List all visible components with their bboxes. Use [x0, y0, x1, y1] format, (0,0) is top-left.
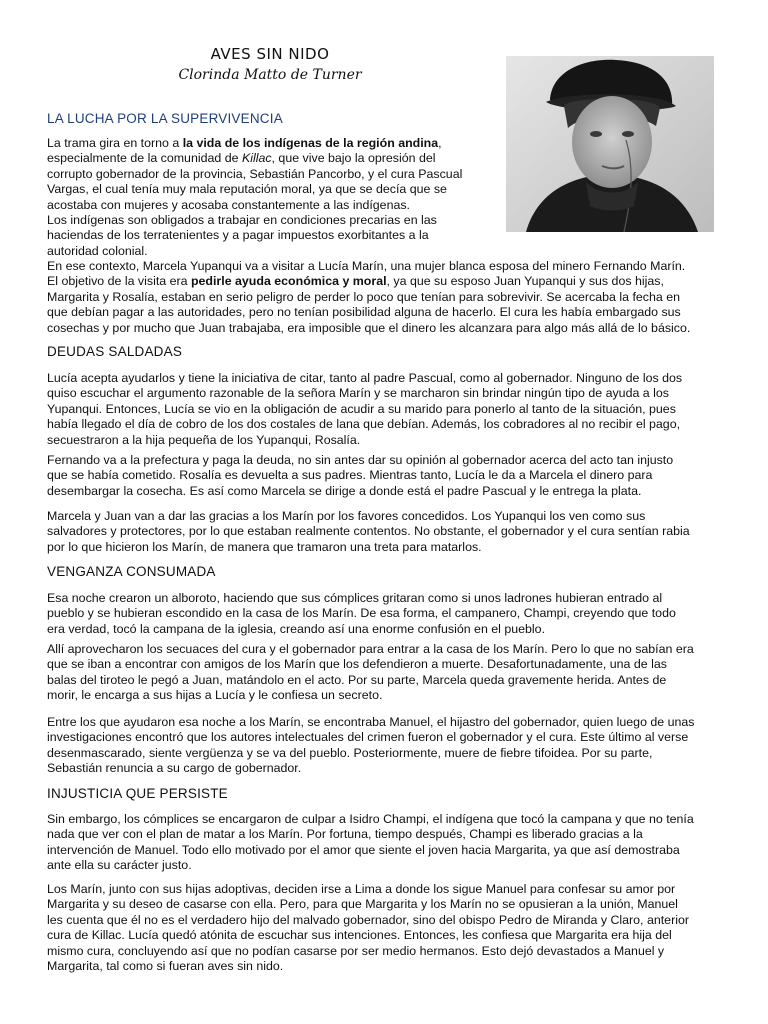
text-line: secuestraron a la hija pequeña de los Yupanqui, Rosalía. — [47, 432, 361, 447]
paragraph — [47, 642, 719, 704]
paragraph — [47, 812, 719, 874]
text-line: había llegado el día de cobro de los dos costales de lana que debían. Además, los cobradores al no recibir el pago, — [47, 417, 681, 432]
section-heading-deudas: DEUDAS SALDADAS — [47, 344, 183, 359]
text-line: Los Marín, junto con sus hijas adoptivas, deciden irse a Lima a donde los sigue Manuel para confesar su amor por — [47, 882, 676, 896]
text-line: corrupto gobernador de la provincia, Sebastián Pancorbo, y el cura Pascual — [47, 166, 463, 181]
text-line: Margarita y Rosalía, estaban en serio peligro de perder lo poco que tenían para sobrevivir. Se acercaba la fecha en — [47, 289, 680, 304]
text-line: morir, le encarga a sus hijas a Lucía y le confiesa un secreto. — [47, 688, 383, 703]
text-run: , que vive bajo la opresión del — [271, 151, 436, 166]
text-line: Allí aprovecharon los secuaces del cura y el gobernador para entrar a la casa de los Marín. Pero lo que no sabían era — [47, 642, 694, 656]
text-line: que debían pagar a las autoridades, pero no tenían posibilidad alguna de hacerlo. El cura les había embargado sus — [47, 305, 681, 320]
bold-text: la vida de los indígenas de la región andina — [182, 136, 439, 150]
text-line: Esa noche crearon un alboroto, haciendo que sus cómplices gritaran como si unos ladrones hubieran entrado al — [47, 591, 663, 605]
text-line: Lucía acepta ayudarlos y tiene la iniciativa de citar, tanto al padre Pascual, como al gobernador. Ninguno de los dos — [47, 371, 683, 385]
paragraph — [47, 591, 719, 637]
paragraph-context — [47, 259, 719, 336]
text-line — [47, 274, 719, 289]
text-run: especialmente de la comunidad de — [47, 151, 242, 166]
text-line: Sin embargo, los cómplices se encargaron de culpar a Isidro Champi, el indígena que tocó la campana y que no tenía — [47, 812, 694, 826]
text-line: balas del tiroteo le pegó a Juan, matándolo en el acto. Por su parte, Marcela queda gravemente herida. Antes de — [47, 672, 667, 687]
text-line: quiso escuchar el argumento razonable de la señora Marín y se marcharon sin brindar ningún tipo de ayuda a los — [47, 386, 669, 401]
text-line: investigaciones encontró que los autores intelectuales del crimen fueron el gobernador y el cura. Este último al verse — [47, 730, 689, 745]
text-run: , — [438, 136, 442, 150]
text-line: Fernando va a la prefectura y paga la deuda, no sin antes dar su opinión al gobernador acerca del acto tan injusto — [47, 453, 674, 467]
text-line: Margarita, tal como si fueran aves sin nido. — [47, 959, 284, 974]
paragraph — [47, 453, 719, 499]
text-line — [47, 136, 467, 151]
text-line: Marcela y Juan van a dar las gracias a los Marín por los favores concedidos. Los Yupanqui los ven como sus — [47, 509, 646, 523]
text-line — [47, 151, 467, 166]
text-line: Margarita y su deseo de casarse con ella. Pero, para que Margarita y los Marín no se opusieran a la unión, Manuel — [47, 897, 678, 912]
text-line: por lo que hicieron los Marín, de manera que tramaron una treta para matarlos. — [47, 539, 482, 554]
text-line: desembargar la cosecha. Es así como Marcela se dirige a donde está el padre Pascual y le entrega la plata. — [47, 483, 642, 498]
text-line: autoridad colonial. — [47, 243, 148, 258]
text-line: haciendas de los terratenientes y a pagar impuestos exorbitantes a la — [47, 228, 429, 243]
text-line: Vargas, el cual tenía muy mala reputación moral, ya que se decía que se — [47, 182, 447, 197]
italic-text: Killac — [241, 151, 272, 166]
text-line: cosechas y por mucho que Juan trabajaba, era imposible que el dinero les alcanzara para algo más allá de lo básico. — [47, 320, 691, 335]
author-portrait — [506, 56, 714, 232]
text-line: nada que ver con el plan de matar a los Marín. Por fortuna, tiempo después, Champi es liberado gracias a la — [47, 827, 643, 842]
text-line: salvadores y protectores, por lo que estaban realmente contentos. No obstante, el gobernador y el cura sentían rabia — [47, 524, 690, 539]
text-line: acostaba con mujeres y acosaba constantemente a las indígenas. — [47, 197, 410, 212]
section-heading-injusticia: INJUSTICIA QUE PERSISTE — [47, 786, 228, 801]
text-line: que se había cometido. Rosalía es devuelta a sus padres. Mientras tanto, Lucía le da a Marcela el dinero para — [47, 468, 653, 483]
paragraph-intro — [47, 136, 467, 259]
text-line: cura de Killac. Lucía quedó atónita de escuchar sus intenciones. Entonces, les confiesa que Margarita era hija del — [47, 928, 672, 943]
text-line: Los indígenas son obligados a trabajar en condiciones precarias en las — [47, 213, 437, 228]
paragraph — [47, 371, 719, 448]
text-run: La trama gira en torno a — [47, 136, 183, 150]
text-line: que se iban a encontrar con amigos de los Marín que los defendieron a muerte. Desafortunadamente, una de las — [47, 657, 667, 672]
text-line: Sebastián renuncia a su cargo de gobernador. — [47, 761, 302, 776]
text-line: Yupanqui. Entonces, Lucía se vio en la obligación de acudir a su marido para ponerlo al tanto de la situación, pues — [47, 401, 676, 416]
section-heading-supervivencia: LA LUCHA POR LA SUPERVIVENCIA — [47, 111, 283, 126]
text-line: ante ella su carácter justo. — [47, 858, 192, 873]
text-line: mismo cura, concluyendo así que no podían casarse por ser medio hermanos. Esto dejó devastados a Manuel y — [47, 943, 665, 958]
document-title: AVES SIN NIDO — [210, 45, 330, 63]
text-line: Entre los que ayudaron esa noche a los Marín, se encontraba Manuel, el hijastro del gobernador, quien luego de unas — [47, 715, 695, 729]
paragraph — [47, 715, 719, 777]
text-line: En ese contexto, Marcela Yupanqui va a visitar a Lucía Marín, una mujer blanca esposa del minero Fernando Marín. — [47, 259, 686, 273]
paragraph — [47, 882, 719, 974]
text-line: era verdad, tocó la campana de la iglesia, creando así una enorme confusión en el pueblo. — [47, 621, 546, 636]
text-run: El objetivo de la visita era — [47, 274, 191, 289]
document-author: Clorinda Matto de Turner — [178, 67, 362, 83]
section-heading-venganza: VENGANZA CONSUMADA — [47, 564, 216, 579]
text-line: desenmascarado, siente vergüenza y se va del pueblo. Posteriormente, muere de fiebre tifoidea. Por su parte, — [47, 745, 653, 760]
paragraph — [47, 509, 719, 555]
text-line: intervención de Manuel. Todo ello motivado por el amor que siente el joven hacia Margarita, ya que así demostraba — [47, 842, 680, 857]
text-line: les cuenta que él no es el verdadero hijo del malvado gobernador, sino del obispo Pedro de Miranda y Claro, anterior — [47, 912, 689, 927]
text-line: pueblo y se hubieran escondido en la casa de los Marín. De esa forma, el campanero, Champi, creyendo que todo — [47, 606, 676, 621]
portrait-image — [506, 56, 714, 232]
text-run: , ya que su esposo Juan Yupanqui y sus dos hijas, — [386, 274, 664, 289]
bold-text: pedirle ayuda económica y moral — [190, 274, 387, 289]
